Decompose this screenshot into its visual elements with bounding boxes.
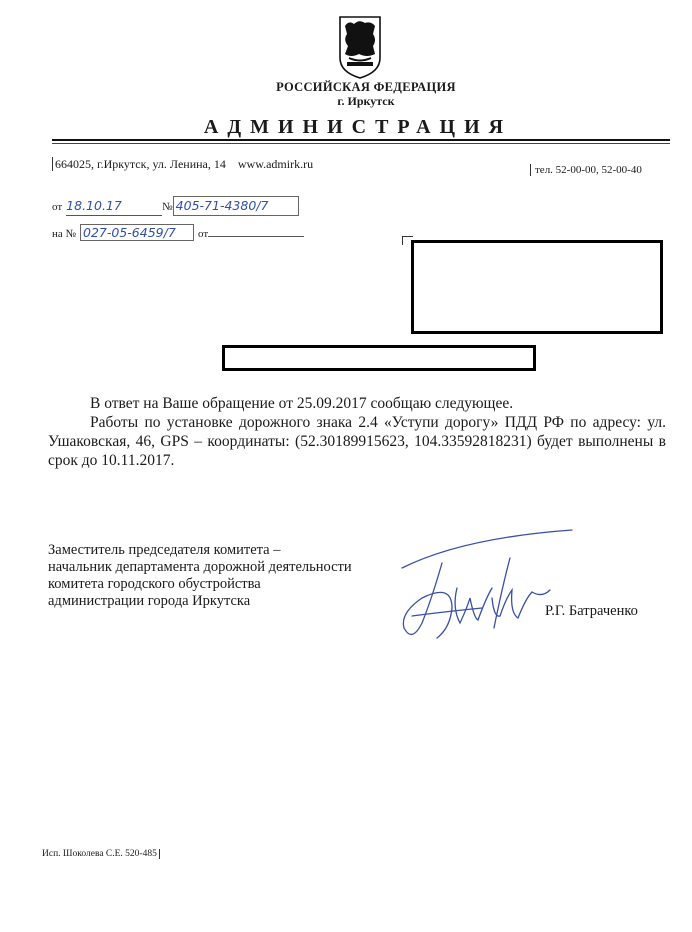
coat-of-arms-emblem	[337, 14, 383, 80]
position-line: администрации города Иркутска	[48, 593, 251, 609]
position-line: Заместитель председателя комитета –	[48, 542, 281, 558]
handwritten-signature	[382, 528, 582, 658]
signatory-name: Р.Г. Батраченко	[545, 603, 638, 619]
header-divider-thin	[52, 143, 670, 144]
reply-label: на №	[52, 228, 77, 240]
reply-number: 027-05-6459/7	[83, 225, 176, 240]
redacted-salutation	[222, 345, 536, 371]
letter-body	[48, 394, 666, 470]
redacted-recipient-block	[411, 240, 663, 334]
outgoing-number-field	[173, 196, 299, 216]
body-paragraph: Работы по установке дорожного знака 2.4 «Уступи дорогу» ПДД РФ по адресу: ул. Ушаковская, 46, GPS – координаты: (52.30189915623, 104.33592818231) будет выполнены в срок до 10.11.2017.	[48, 414, 666, 469]
executor-text: Исп. Шоколева С.Е. 520-485	[42, 849, 157, 859]
reply-date-field	[208, 236, 304, 237]
outgoing-registration	[52, 196, 299, 216]
outgoing-date: 18.10.17	[66, 198, 122, 213]
header-divider	[52, 139, 670, 141]
address-text: 664025, г.Иркутск, ул. Ленина, 14	[52, 157, 226, 171]
number-label: №	[162, 201, 173, 213]
reply-from-label: от	[198, 228, 209, 240]
position-line: начальник департамента дорожной деятельности	[48, 559, 352, 575]
incoming-registration	[52, 224, 304, 242]
country-title: РОССИЙСКАЯ ФЕДЕРАЦИЯ	[276, 80, 456, 94]
address-line	[52, 157, 313, 172]
reply-number-field	[80, 224, 194, 241]
signatory-position	[48, 542, 352, 610]
city-title: г. Иркутск	[337, 94, 395, 108]
from-label: от	[52, 201, 63, 213]
outgoing-number: 405-71-4380/7	[175, 198, 269, 213]
executor-note	[42, 849, 160, 859]
outgoing-date-field	[66, 197, 162, 216]
website-text: www.admirk.ru	[237, 157, 314, 171]
page-title: АДМИНИСТРАЦИЯ	[203, 116, 513, 138]
phone-text: тел. 52-00-00, 52-00-40	[530, 164, 642, 176]
body-paragraph: В ответ на Ваше обращение от 25.09.2017 сообщаю следующее.	[90, 395, 514, 412]
position-line: комитета городского обустройства	[48, 576, 261, 592]
